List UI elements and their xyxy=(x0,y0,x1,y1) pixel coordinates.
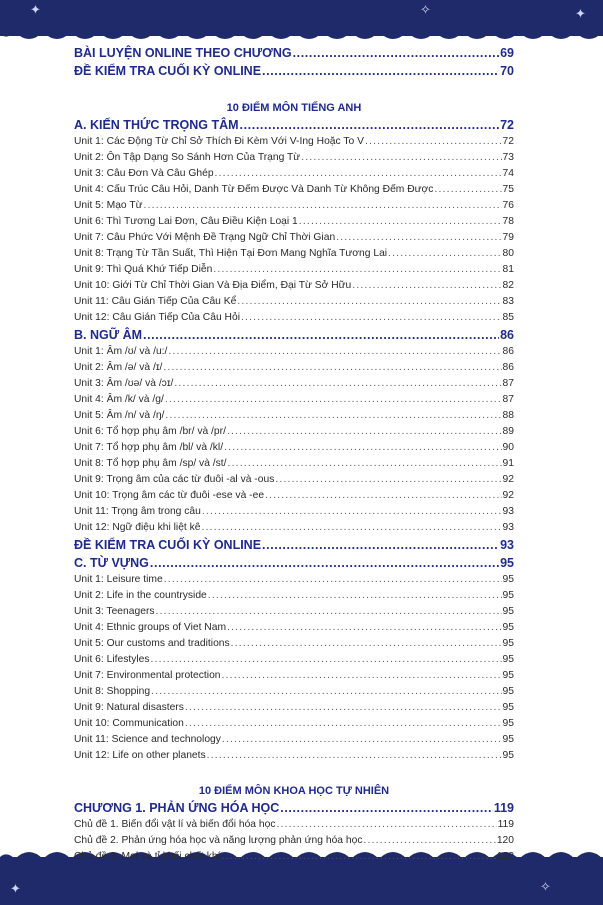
toc-entry[interactable]: Unit 1: Âm /ʊ/ và /u:/ ..... 86 xyxy=(74,344,514,360)
toc-entry[interactable]: Unit 11: Science and technology ..... 95 xyxy=(74,732,514,748)
toc-entry[interactable]: Unit 8: Shopping ..... 95 xyxy=(74,684,514,700)
toc-entry[interactable]: Unit 8: Trạng Từ Tần Suất, Thì Hiện Tại Đơn Mang Nghĩa Tương Lai ..... 80 xyxy=(74,246,514,262)
toc-entry[interactable]: Chủ đề 3. Mol và tỉ khối chất khí ..... 122 xyxy=(74,849,514,865)
toc-entry[interactable]: Unit 8: Tổ hợp phụ âm /sp/ và /st/ ..... 91 xyxy=(74,456,514,472)
toc-entry[interactable]: Unit 1: Leisure time ..... 95 xyxy=(74,572,514,588)
toc-entry[interactable]: Unit 4: Âm /k/ và /g/ ..... 87 xyxy=(74,392,514,408)
toc-entry[interactable]: Unit 5: Mạo Từ ..... 76 xyxy=(74,198,514,214)
toc-entry[interactable]: Unit 5: Âm /n/ và /ŋ/ ..... 88 xyxy=(74,408,514,424)
toc-entry[interactable]: Unit 10: Trọng âm các từ đuôi -ese và -ee ..... 92 xyxy=(74,488,514,504)
toc-entry[interactable]: Unit 4: Cấu Trúc Câu Hỏi, Danh Từ Đếm Được Và Danh Từ Không Đếm Được ..... 75 xyxy=(74,182,514,198)
toc-entry[interactable]: Unit 3: Âm /ʊə/ và /ɔɪ/ ..... 87 xyxy=(74,376,514,392)
toc-entry[interactable]: Unit 3: Câu Đơn Và Câu Ghép ..... 74 xyxy=(74,166,514,182)
star-icon: ✦ xyxy=(30,2,41,17)
toc-entry[interactable]: Unit 11: Câu Gián Tiếp Của Câu Kể ..... 83 xyxy=(74,294,514,310)
toc-entry[interactable]: Unit 6: Thì Tương Lai Đơn, Câu Điều Kiện Loại 1 ..... 78 xyxy=(74,214,514,230)
toc-entry[interactable]: Unit 5: Our customs and traditions ..... 95 xyxy=(74,636,514,652)
toc-entry-bold[interactable]: ĐỀ KIỂM TRA CUỐI KỲ ONLINE ..... 70 xyxy=(74,62,514,80)
toc-entry[interactable]: Unit 12: Life on other planets ..... 95 xyxy=(74,748,514,764)
section-heading[interactable]: A. KIẾN THỨC TRỌNG TÂM ..... 72 xyxy=(74,116,514,134)
toc-entry[interactable]: Unit 7: Environmental protection ..... 95 xyxy=(74,668,514,684)
toc-entry[interactable]: Unit 6: Lifestyles ..... 95 xyxy=(74,652,514,668)
toc-entry[interactable]: Unit 7: Tổ hợp phụ âm /bl/ và /kl/ ..... 90 xyxy=(74,440,514,456)
toc-entry[interactable]: Unit 2: Life in the countryside ..... 95 xyxy=(74,588,514,604)
toc-entry[interactable]: Unit 1: Các Động Từ Chỉ Sở Thích Đi Kèm Với V-Ing Hoặc To V ..... 72 xyxy=(74,134,514,150)
toc-entry[interactable]: Unit 9: Trọng âm của các từ đuôi -al và -ous ..... 92 xyxy=(74,472,514,488)
table-of-contents xyxy=(74,44,514,865)
toc-entry[interactable]: Unit 3: Teenagers ..... 95 xyxy=(74,604,514,620)
toc-entry[interactable]: Unit 12: Câu Gián Tiếp Của Câu Hỏi ..... 85 xyxy=(74,310,514,326)
toc-entry[interactable]: Unit 12: Ngữ điệu khi liệt kê ..... 93 xyxy=(74,520,514,536)
toc-entry[interactable]: Unit 10: Giới Từ Chỉ Thời Gian Và Địa Điểm, Đại Từ Sở Hữu ..... 82 xyxy=(74,278,514,294)
toc-entry[interactable]: Unit 11: Trọng âm trong câu ..... 93 xyxy=(74,504,514,520)
toc-entry[interactable]: Unit 7: Câu Phức Với Mệnh Đề Trạng Ngữ Chỉ Thời Gian ..... 79 xyxy=(74,230,514,246)
toc-entry[interactable]: Chủ đề 2. Phản ứng hóa học và năng lượng phản ứng hóa học ..... 120 xyxy=(74,833,514,849)
section-heading[interactable]: C. TỪ VỰNG ..... 95 xyxy=(74,554,514,572)
subject-title: 10 ĐIỂM MÔN TIẾNG ANH xyxy=(226,102,362,114)
toc-entry[interactable]: Unit 10: Communication ..... 95 xyxy=(74,716,514,732)
toc-entry[interactable]: Chủ đề 1. Biến đổi vật lí và biến đổi hóa học ..... 119 xyxy=(74,817,514,833)
toc-entry[interactable]: Unit 2: Âm /ə/ và /ɪ/ ..... 86 xyxy=(74,360,514,376)
chapter-heading[interactable]: CHƯƠNG 1. PHẢN ỨNG HÓA HỌC ..... 119 xyxy=(74,799,514,817)
star-icon: ✧ xyxy=(540,879,551,894)
star-icon: ✦ xyxy=(10,881,21,896)
toc-entry-bold[interactable]: BÀI LUYỆN ONLINE THEO CHƯƠNG ..... 69 xyxy=(74,44,514,62)
section-heading[interactable]: ĐỀ KIỂM TRA CUỐI KỲ ONLINE ..... 93 xyxy=(74,536,514,554)
toc-entry[interactable]: Unit 9: Natural disasters ..... 95 xyxy=(74,700,514,716)
star-icon: ✧ xyxy=(420,2,431,17)
toc-entry[interactable]: Unit 9: Thì Quá Khứ Tiếp Diễn ..... 81 xyxy=(74,262,514,278)
subject-title: 10 ĐIỂM MÔN KHOA HỌC TỰ NHIÊN xyxy=(198,785,390,797)
toc-entry[interactable]: Unit 4: Ethnic groups of Viet Nam ..... 95 xyxy=(74,620,514,636)
toc-entry[interactable]: Unit 2: Ôn Tập Dạng So Sánh Hơn Của Trạng Từ ..... 73 xyxy=(74,150,514,166)
toc-entry[interactable]: Unit 6: Tổ hợp phụ âm /br/ và /pr/ ..... 89 xyxy=(74,424,514,440)
section-heading[interactable]: B. NGỮ ÂM ..... 86 xyxy=(74,326,514,344)
star-icon: ✦ xyxy=(575,6,586,21)
